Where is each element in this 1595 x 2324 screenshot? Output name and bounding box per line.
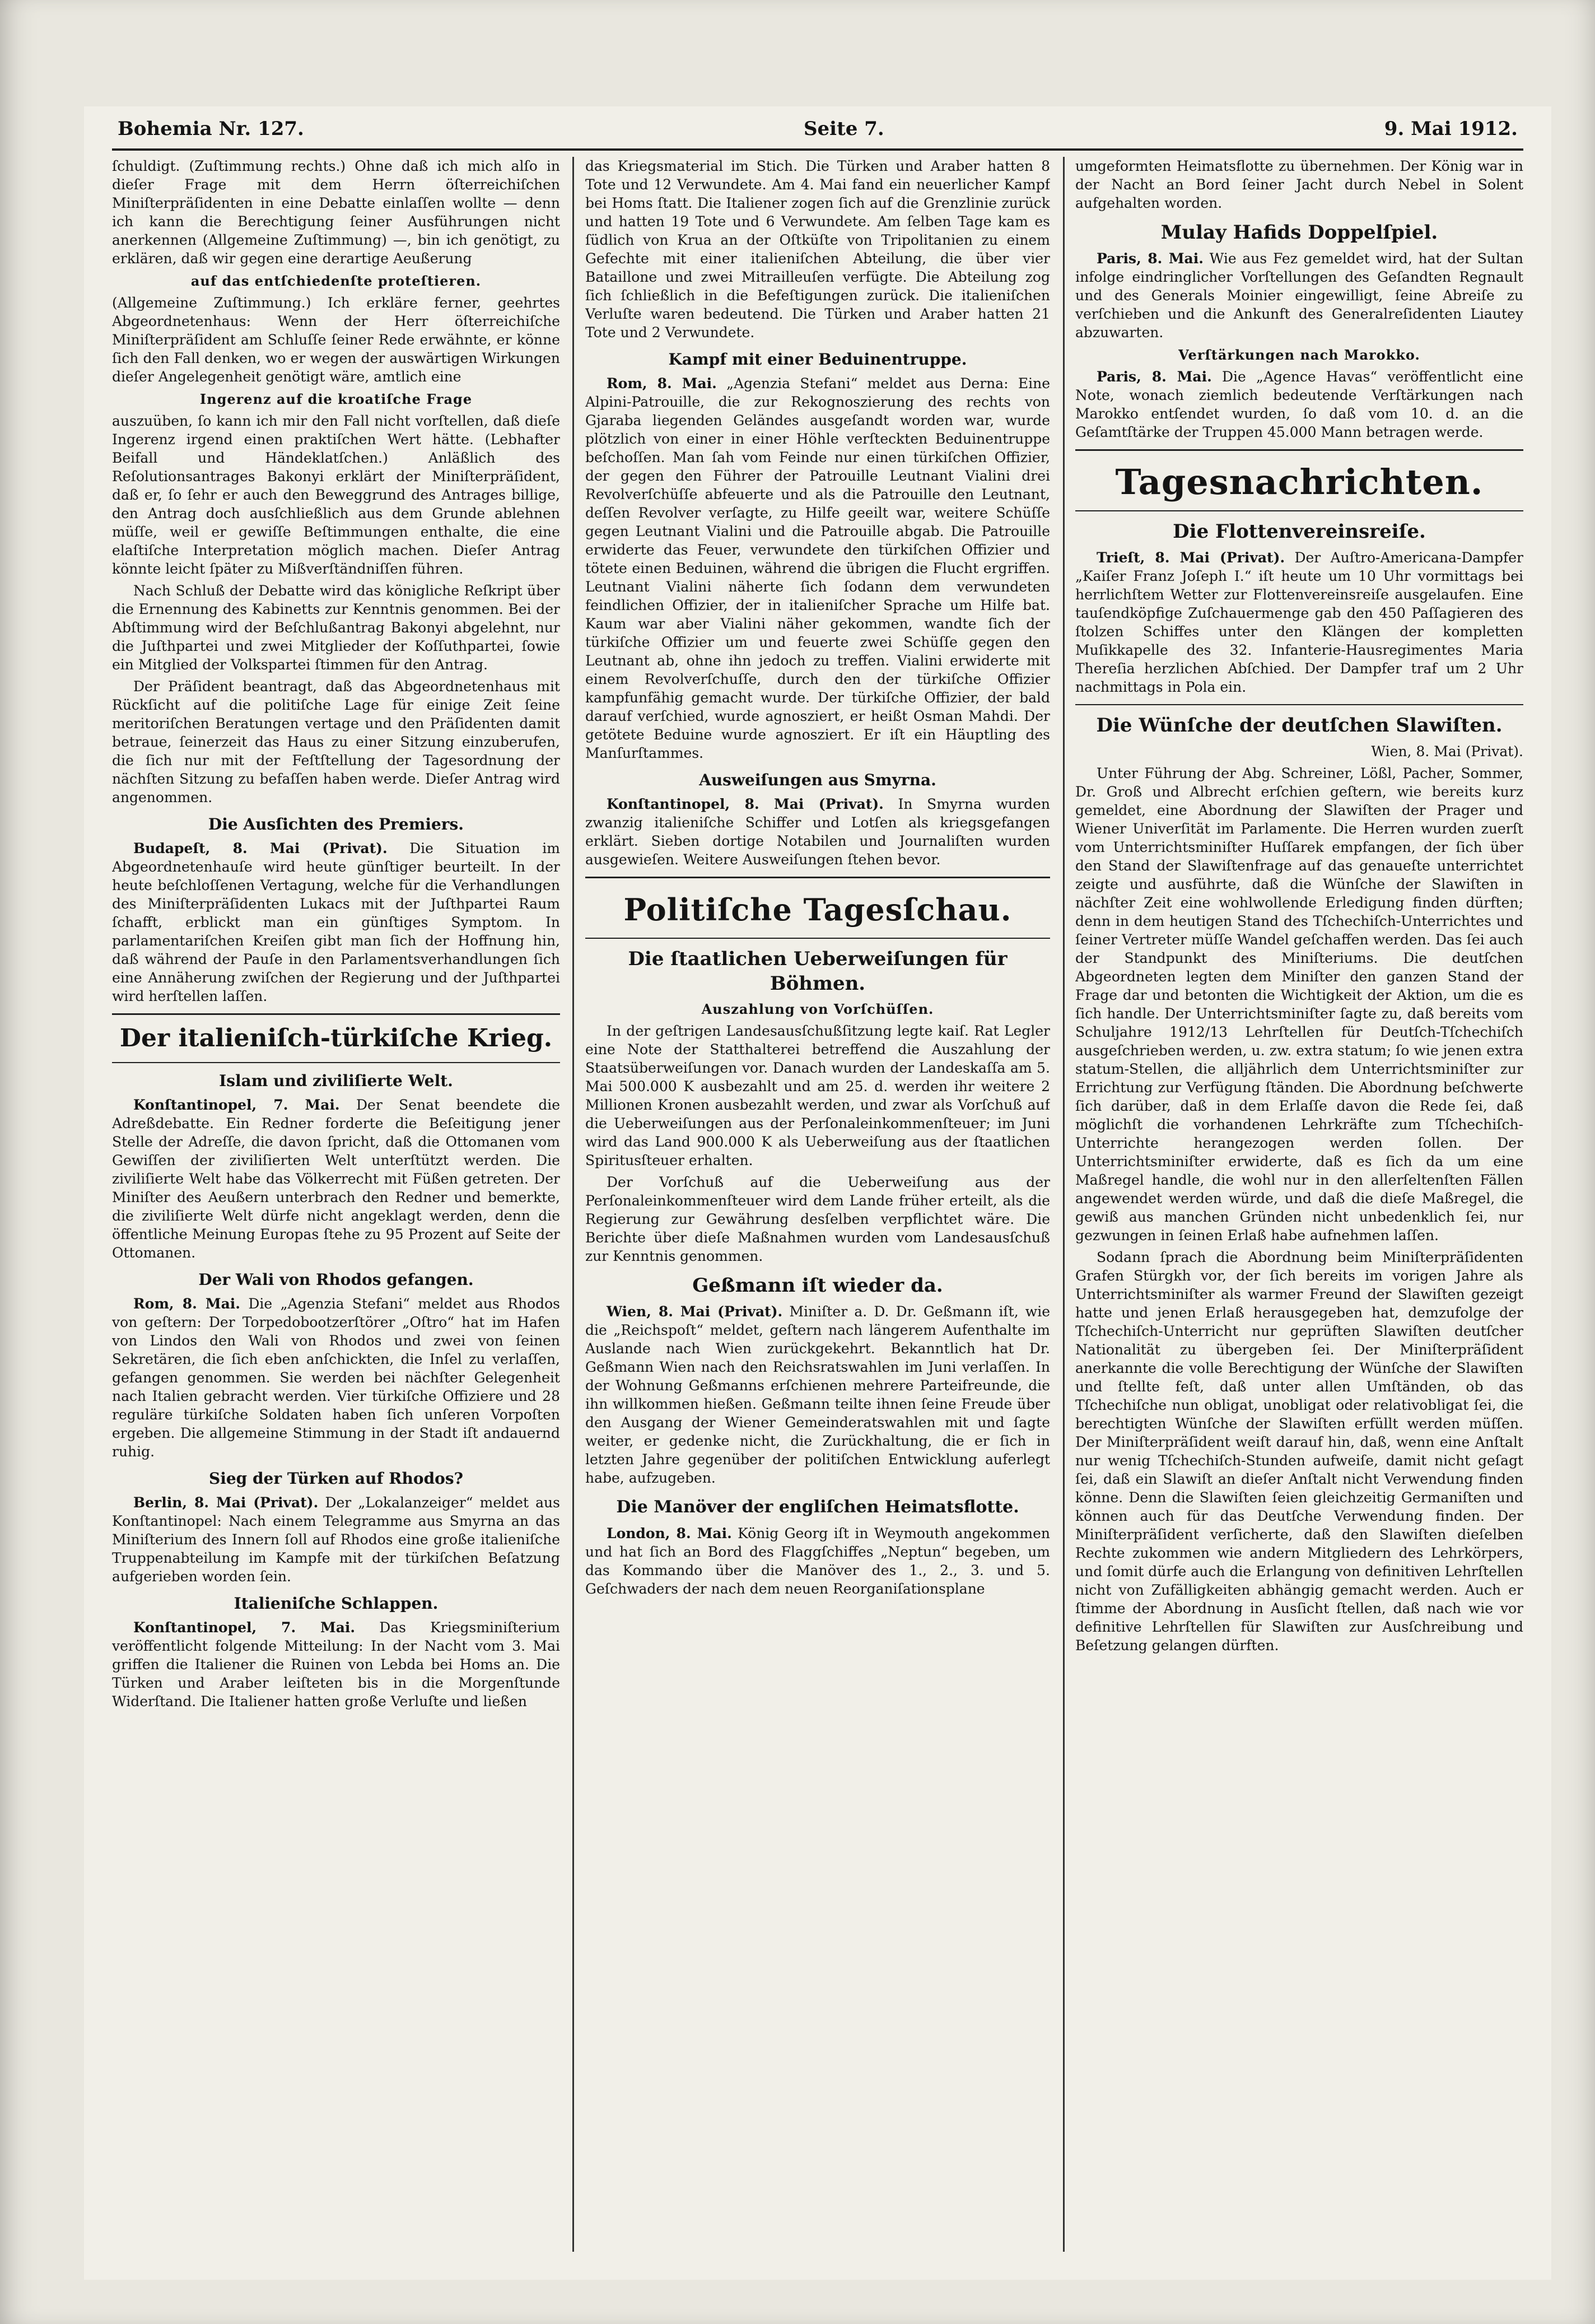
paragraph: Der Präſident beantragt, daß das Abgeordnetenhaus mit Rückſicht auf die politiſche Lage für einige Zeit ſeine meritoriſchen Beratungen vertage und den Präſidenten damit betraue, ſeinerzeit das Haus zu einer Sitzung einzuberufen, die ſich nur mit der Feſtſtellung der Tagesordnung der nächſten Sitzung zu befaſſen haben werde. Dieſer Antrag wird angenommen. xyxy=(112,678,560,805)
paragraph-text: Wie aus Fez gemeldet wird, hat der Sultan infolge eindringlicher Vorſtellungen des Geſandten Regnault und des Generals Moinier eingewilligt, ſeine Abreiſe zu verſchieben und die Ankunft des Generalreſidenten Liautey abzuwarten. xyxy=(1075,250,1523,341)
subheading: Ingerenz auf die kroatiſche Frage xyxy=(199,391,473,407)
dateline: Rom, 8. Mai. xyxy=(607,375,717,392)
paragraph-text: „Agenzia Stefani“ meldet aus Derna: Eine Alpini-Patrouille, die zur Rekognoszierung des rechts von Gjaraba liegenden Geländes ausgeſandt worden war, wurde plötzlich von einer in einer Höhle verſteckten Beduinentruppe beſchoſſen. Man ſah vom Feinde nur einen türkiſchen Offizier, der gegen den Führer der Patrouille Leutnant Vialini drei Revolverſchüſſe abfeuerte und als die Patrouille den Leutnant, deſſen Revolver verſagte, zu Hilfe geeilt war, weitere Schüſſe gegen Leutnant Vialini und die Patrouille abgab. Die Patrouille erwiderte das Feuer, verwundete den türkiſchen Offizier und tötete einen Beduinen, während die übrigen die Flucht ergriffen. Leutnant Vialini näherte ſich ſodann dem verwundeten feindlichen Offizier, der in italieniſcher Sprache um Hilfe bat. Kaum war aber Vialini näher gekommen, wandte ſich der türkiſche Offizier um und feuerte zwei Schüſſe gegen den Leutnant ab, ohne ihn jedoch zu treffen. Vialini erwiderte mit einem Revolverſchuſſe, durch den der türkiſche Offizier kampfunfähig gemacht wurde. Der türkiſche Offizier, der bald darauf verſchied, wurde agnosziert, er heißt Osman Mahdi. Der getötete Beduine wurde agnosziert. Er iſt ein Häuptling des Manſurſtammes. xyxy=(585,375,1050,761)
paragraph-text: König Georg iſt in Weymouth angekommen und hat ſich an Bord des Flaggſchiffes „Neptun“ begeben, um das Kommando über die Manöver des 1., 2., 3. und 5. Geſchwaders der nach dem neuen Reorganiſationsplane xyxy=(585,1525,1050,1597)
article-heading: Sieg der Türken auf Rhodos? xyxy=(208,1469,463,1488)
article-heading: Die Ausſichten des Premiers. xyxy=(208,815,464,833)
paragraph-text: Die „Agence Havas“ veröffentlicht eine Note, wonach ziemlich bedeutende Verſtärkungen nach Marokko entſendet wurden, ſo daß vom 10. d. an die Geſamtſtärke der Truppen 45.000 Mann betragen werde. xyxy=(1075,369,1523,440)
article-heading: Der Wali von Rhodos gefangen. xyxy=(198,1270,474,1289)
subheading: Verſtärkungen nach Marokko. xyxy=(1178,347,1420,363)
dateline: Wien, 8. Mai (Privat). xyxy=(1371,743,1523,760)
article-heading: Die Wünſche der deutſchen Slawiſten. xyxy=(1096,714,1503,737)
dateline: Budapeſt, 8. Mai (Privat). xyxy=(133,840,388,856)
paragraph xyxy=(112,1493,560,1586)
paragraph: umgeformten Heimatsflotte zu übernehmen. Der König war in der Nacht an Bord ſeiner Jacht durch Nebel in Solent aufgehalten worden. xyxy=(1075,158,1523,211)
subheading: auf das entſchiedenſte proteſtieren. xyxy=(190,273,482,289)
paragraph: In der geſtrigen Landesausſchußſitzung legte kaiſ. Rat Legler eine Note der Statthalterei betreffend die Auszahlung der Staatsüberweiſungen vor. Danach wurden der Landeskaſſa am 5. Mai 500.000 K ausbezahlt und am 25. d. werden ihr weitere 2 Millionen Kronen ausbezahlt werden, und zwar als Vorſchuß auf die Ueberweiſungen aus der Perſonaleinkommenſteuer; im Juni wird das Land 900.000 K als Ueberweiſung aus der ſtaatlichen Spiritusſteuer erhalten. xyxy=(585,1023,1050,1168)
paragraph-text: Miniſter a. D. Dr. Geßmann iſt, wie die „Reichspoſt“ meldet, geſtern nach längerem Aufenthalte im Auslande nach Wien zurückgekehrt. Bekanntlich hat Dr. Geßmann Wien nach den Reichsratswahlen im Juni verlaſſen. In der Wohnung Geßmanns erſchienen mehrere Parteifreunde, die ihn willkommen hießen. Geßmann teilte ihnen ſeine Freude über den Ausgang der Wiener Gemeinderatswahlen mit und ſagte weiter, er gedenke nicht, die Zurückhaltung, die er ſich in letzten Jahre gegenüber der politiſchen Entwicklung auferlegt habe, aufzugeben. xyxy=(585,1303,1050,1486)
article-heading: Die ſtaatlichen Ueberweiſungen für Böhmen. xyxy=(628,948,1008,995)
column-rule-2 xyxy=(1063,157,1065,2252)
paragraph xyxy=(1075,367,1523,441)
dateline: Konſtantinopel, 7. Mai. xyxy=(133,1097,340,1113)
dateline: Konſtantinopel, 7. Mai. xyxy=(133,1619,356,1636)
paragraph xyxy=(585,1524,1050,1598)
dateline: Rom, 8. Mai. xyxy=(133,1296,241,1312)
section-heading: Politiſche Tagesſchau. xyxy=(623,892,1012,928)
section-rule xyxy=(1075,704,1523,705)
dateline: Berlin, 8. Mai (Privat). xyxy=(133,1494,319,1511)
section-rule xyxy=(585,877,1050,878)
section-rule xyxy=(112,1013,560,1015)
paragraph: Nach Schluß der Debatte wird das königliche Reſkript über die Ernennung des Kabinetts zur Kenntnis genommen. Bei der Abſtimmung wird der Beſchlußantrag Bakonyi abgelehnt, nur die Juſthpartei und zwei Mitglieder der Koſſuthpartei, ſowie ein Mitglied der Volkspartei ſtimmen für den Antrag. xyxy=(112,583,560,673)
column-rule-1 xyxy=(572,157,574,2252)
paragraph: auszuüben, ſo kann ich mir den Fall nicht vorſtellen, daß dieſe Ingerenz irgend einen praktiſchen Wert hätte. (Lebhafter Beifall und Händeklatſchen.) Anläßlich des Reſolutionsantrages Bakonyi erklärt der Miniſterpräſident, daß er, ſo ſehr er auch den Beweggrund des Antrages billige, den Antrag doch ausſchließlich aus dem Grunde ablehnen müſſe, weil er gewiſſe Beſtimmungen enthalte, die eine elaſtiſche Interpretation möglich machen. Dieſer Antrag könnte leicht ſpäter zu Mißverſtändniſſen führen. xyxy=(112,413,560,577)
paragraph: Der Vorſchuß auf die Ueberweiſung aus der Perſonaleinkommenſteuer wird dem Lande früher erteilt, als die Regierung zur Gewährung desſelben verpflichtet wäre. Die Berichte über dieſe Maßnahmen wurden vom Landesausſchuß zur Kenntnis genommen. xyxy=(585,1174,1050,1264)
dateline: Wien, 8. Mai (Privat). xyxy=(607,1303,783,1320)
article-heading: Kampf mit einer Beduinentruppe. xyxy=(668,350,967,369)
section-rule xyxy=(585,938,1050,939)
paragraph xyxy=(1075,249,1523,342)
header-rule xyxy=(112,148,1523,151)
dateline: Konſtantinopel, 8. Mai (Privat). xyxy=(607,796,884,812)
paragraph xyxy=(1075,548,1523,696)
section-rule xyxy=(112,1062,560,1063)
newspaper-page xyxy=(84,106,1551,2280)
paragraph xyxy=(112,1294,560,1461)
article-heading: Islam und ziviliſierte Welt. xyxy=(219,1072,453,1090)
article-heading: Die Flottenvereinsreiſe. xyxy=(1173,520,1426,543)
paragraph xyxy=(585,1302,1050,1487)
article-heading: Italieniſche Schlappen. xyxy=(234,1594,439,1613)
paragraph-text: In Smyrna wurden zwanzig italieniſche Schiffer und Lotſen als kriegsgefangen erklärt. Sieben dortige Notabilen und Journaliſten wurden ausgewieſen. Weitere Ausweiſungen ſtehen bevor. xyxy=(585,796,1050,868)
paragraph xyxy=(112,1096,560,1262)
dateline: Trieſt, 8. Mai (Privat). xyxy=(1097,549,1285,566)
subheading: Auszahlung von Vorſchüſſen. xyxy=(701,1001,934,1017)
article-heading: Mulay Hafids Doppelſpiel. xyxy=(1160,221,1438,244)
section-rule xyxy=(1075,449,1523,451)
paragraph: (Allgemeine Zuſtimmung.) Ich erkläre ferner, geehrtes Abgeordnetenhaus: Wenn der Herr öſterreichiſche Miniſterpräſident am Schluſſe ſeiner Rede erwähnte, er könne ſich den Fall denken, wo er wegen der auswärtigen Wirkungen dieſer Angelegenheit genötigt wäre, amtlich eine xyxy=(112,295,560,385)
paragraph-text: Der „Lokalanzeiger“ meldet aus Konſtantinopel: Nach einem Telegramme aus Smyrna an das Miniſterium des Innern ſoll auf Rhodos eine große italieniſche Truppenabteilung im Kampfe mit der türkiſchen Beſatzung aufgerieben worden ſein. xyxy=(112,1494,560,1585)
paragraph-text: Der Auſtro-Americana-Dampfer „Kaiſer Franz Joſeph I.“ iſt heute um 10 Uhr vormittags bei herrlichſtem Wetter zur Flottenvereinsreiſe ausgelaufen. Eine tauſendköpfige Zuſchauermenge gab den 450 Paſſagieren des ſtolzen Schiffes unter den Klängen der kompletten Muſikkapelle des 32. Infanterie-Hausregimentes Maria Thereſia herzlichen Abſchied. Der Dampfer traf um 2 Uhr nachmittags in Pola ein. xyxy=(1075,549,1523,695)
article-heading: Die Manöver der engliſchen Heimatsflotte. xyxy=(616,1497,1019,1517)
section-heading: Der italieniſch-türkiſche Krieg. xyxy=(119,1024,553,1052)
paragraph-text: Die Situation im Abgeordnetenhauſe wird heute günſtiger beurteilt. In der heute beſchloſſenen Vertagung, welche für die Verhandlungen des Miniſterpräſidenten Lukacs mit der Juſthpartei Raum ſchafft, erblickt man ein günſtiges Symptom. In parlamentariſchen Kreiſen gibt man ſich der Hoffnung hin, daß während der Pauſe in den Parlamentsverhandlungen ſich eine Annäherung zwiſchen der Regierung und der Juſthpartei wird herſtellen laſſen. xyxy=(112,840,560,1004)
paragraph: Unter Führung der Abg. Schreiner, Lößl, Pacher, Sommer, Dr. Groß und Albrecht erſchien geſtern, wie bereits kurz gemeldet, eine Abordnung der Slawiſten der Prager und Wiener Univerſität im Parlamente. Die Herren wurden zuerſt vom Unterrichtsminiſter Huſſarek empfangen, der ſich über den Stand der Slawiſtenfrage auf das genaueſte unterrichtet zeigte und ausführte, daß die Wünſche der Slawiſten in nächſter Zeit eine wohlwollende Erledigung finden dürften; denn in dem heutigen Stand des Tſchechiſch-Unterrichtes und ſeiner Vertreter müſſe Wandel geſchaffen werden. Das ſei auch der Standpunkt des Miniſteriums. Die deutſchen Abgeordneten legten dem Miniſter den ganzen Stand der Frage dar und betonten die Wichtigkeit der Aktion, um die es ſich handle. Der Unterrichtsminiſter ſagte zu, daß bereits vom Schuljahre 1912/13 Lehrſtellen für Deutſch-Tſchechiſch ausgeſchrieben werden, u. zw. extra statum; ſo wie jenen extra statum-Stellen, die alljährlich dem Unterrichtsminiſter zur Errichtung zur Verfügung ſtänden. Die Abordnung beſchwerte ſich darüber, daß in dem Erlaſſe davon die Rede ſei, daß möglichſt die vorhandenen Lehrkräfte zum Tſchechiſch-Unterrichte herangezogen werden ſollen. Der Unterrichtsminiſter erwiderte, daß es ſich da um eine Maßregel handle, die wohl nur in den allerſeltenſten Fällen angewendet werden würde, und daß die dieſe Maßregel, die gewiß aus manchen Gründen nicht unbedenklich ſei, nur gezwungen in ſeinen Erlaß habe aufnehmen laſſen. xyxy=(1075,765,1523,1243)
header-date: 9. Mai 1912. xyxy=(1384,118,1518,140)
paragraph: ſchuldigt. (Zuſtimmung rechts.) Ohne daß ich mich alſo in dieſer Frage mit dem Herrn öſterreichiſchen Miniſterpräſidenten in eine Debatte einlaſſen wollte — denn ich kann die Berechtigung ſeiner Ausführungen nicht anerkennen (Allgemeine Zuſtimmung) —, bin ich genötigt, zu erklären, daß wir gegen eine derartige Aeußerung xyxy=(112,158,560,267)
paragraph-text: Der Senat beendete die Adreßdebatte. Ein Redner forderte die Beſeitigung jener Stelle der Adreſſe, die davon ſpricht, daß die Ottomanen vom Gewiſſen der ziviliſierten Welt unterſtützt werden. Die ziviliſierte Welt habe das Völkerrecht mit Füßen getreten. Der Miniſter des Aeußern unterbrach den Redner und bemerkte, die ziviliſierte Welt dürfe nicht angeklagt werden, denn die öffentliche Meinung Europas ſtehe zu 95 Prozent auf Seite der Ottomanen. xyxy=(112,1097,560,1261)
header-issue: Bohemia Nr. 127. xyxy=(118,118,304,140)
page-header xyxy=(118,118,1518,151)
paragraph-text: Das Kriegsminiſterium veröffentlicht folgende Mitteilung: In der Nacht vom 3. Mai griffen die Italiener die Ruinen von Lebda bei Homs an. Die Türken und Araber leiſteten bis in die Morgenſtunde Widerſtand. Die Italiener hatten große Verluſte und ließen xyxy=(112,1619,560,1710)
paragraph xyxy=(112,1618,560,1711)
header-page-number: Seite 7. xyxy=(804,118,884,140)
paragraph xyxy=(112,839,560,1005)
dateline: Paris, 8. Mai. xyxy=(1097,369,1212,385)
column-2 xyxy=(585,157,1050,2252)
paragraph-text: Die „Agenzia Stefani“ meldet aus Rhodos von geſtern: Der Torpedobootzerſtörer „Oſtro“ hat im Hafen von Lindos den Wali von Rhodos und zwei von ſeinen Sekretären, die ſich eben anſchickten, die Inſel zu verlaſſen, gefangen genommen. Sie werden bei nächſter Gelegenheit nach Italien gebracht werden. Vier türkiſche Offiziere und 28 reguläre türkiſche Soldaten haben ſich unſeren Vorpoſten ergeben. Die allgemeine Stimmung in der Stadt iſt andauernd ruhig. xyxy=(112,1296,560,1460)
column-3 xyxy=(1075,157,1523,2252)
section-rule xyxy=(1075,510,1523,511)
dateline: Paris, 8. Mai. xyxy=(1097,250,1204,267)
paragraph: das Kriegsmaterial im Stich. Die Türken und Araber hatten 8 Tote und 12 Verwundete. Am 4. Mai fand ein neuerlicher Kampf bei Homs ſtatt. Die Italiener zogen ſich auf die Grenzlinie zurück und hatten 19 Tote und 6 Verwundete. Am ſelben Tage kam es ſüdlich von Krua an der Oſtküſte von Tripolitanien zu einem Gefechte mit einer italieniſchen Abteilung, die über vier Bataillone und zwei Mitrailleuſen verfügte. Die Abteilung zog ſich ſchließlich in die Befeſtigungen zurück. Die italieniſchen Verluſte waren bedeutend. Die Türken und Araber hatten 21 Tote und 2 Verwundete. xyxy=(585,158,1050,341)
column-1 xyxy=(112,157,560,2252)
article-heading: Ausweiſungen aus Smyrna. xyxy=(699,771,936,789)
dateline: London, 8. Mai. xyxy=(607,1525,732,1541)
paragraph xyxy=(585,374,1050,762)
paragraph: Sodann ſprach die Abordnung beim Miniſterpräſidenten Grafen Stürgkh vor, der ſich bereits im vorigen Jahre als Unterrichtsminiſter als warmer Freund der Slawiſten gezeigt hatte und jenen Erlaß herausgegeben hat, demzufolge der Tſchechiſch-Unterricht nur geprüften Slawiſten deutſcher Nationalität zu übergeben ſei. Der Miniſterpräſident anerkannte die volle Berechtigung der Wünſche der Slawiſten und ſtellte feſt, daß unter allen Umſtänden, ob das Tſchechiſche nun obligat, unobligat oder relativobligat ſei, die berechtigten Wünſche der Slawiſten erfüllt werden müſſen. Der Miniſterpräſident weiſt darauf hin, daß, wenn eine Anſtalt nur wenig Tſchechiſch-Stunden aufweiſe, damit nicht geſagt ſei, daß ein Slawiſt an dieſer Anſtalt nicht Verwendung finden könne. Denn die Slawiſten ſeien gleichzeitig Germaniſten und können auch für das Deutſche Verwendung finden. Der Miniſterpräſident verſicherte, daß den Slawiſten dieſelben Rechte zukommen wie andern Mitgliedern des Lehrkörpers, und ſomit dürfe auch die Erlangung von definitiven Lehrſtellen nicht von Zufälligkeiten abhängig gemacht werden. Auch er ſtimme der Abordnung in Ausſicht ſtellen, daß nach wie vor definitive Lehrſtellen für Slawiſten zur Ausſchreibung und Beſetzung gelangen dürften. xyxy=(1075,1249,1523,1654)
section-heading: Tagesnachrichten. xyxy=(1115,462,1484,502)
article-heading: Geßmann iſt wieder da. xyxy=(692,1274,943,1297)
paragraph xyxy=(585,795,1050,869)
